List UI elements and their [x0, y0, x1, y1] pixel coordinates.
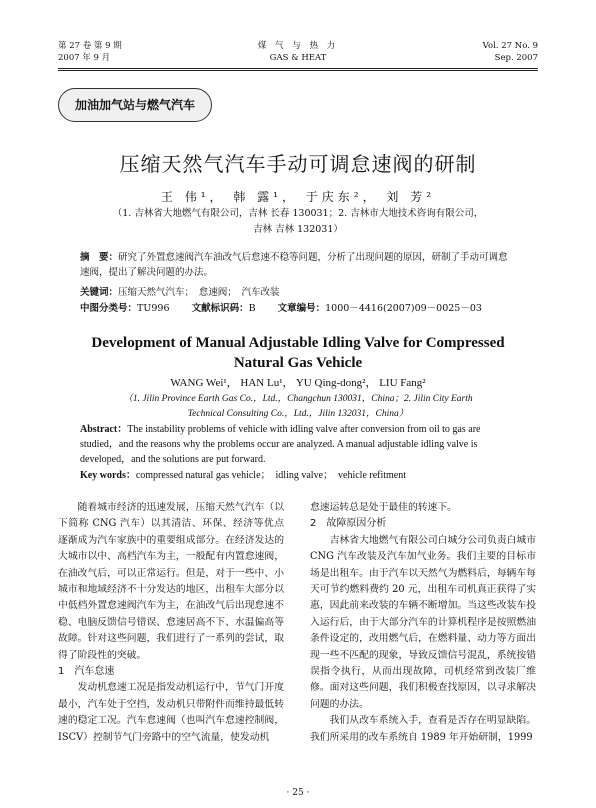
section-2-paragraph-1: 吉林省大地燃气有限公司白城分公司负责白城市 CNG 汽车改装及汽车加气业务。我们主要的目标市场是出租车。由于汽车以天然气为燃料后，每辆车每天可节约燃料费约 20 元，出租车司机真正获得了实惠，因此前来改装的车辆不断增加。当这些改装车投入运行后，由于大部分汽车的计算机程序是按照燃油条件设定的，改用燃气后，在燃料量、动力等方面出现一些不匹配的现象，导致反馈信号混乱，系统按错误指令执行，从而出现故障，司机经常到改装厂维修。面对这些问题，我们积极查找原因，以寻求解决问题的办法。: [310, 534, 536, 710]
section-heading-1: 1 汽车怠速: [58, 666, 115, 678]
class-value: TU996: [137, 303, 170, 314]
body-right-column: [310, 500, 536, 746]
abstract-cn: [80, 250, 516, 280]
affiliation-en-line1: （1. Jilin Province Earth Gas Co.，Ltd.，Changchun 130031，China；2. Jilin City Earth: [123, 394, 473, 404]
article-title-en: [0, 333, 596, 373]
abstract-en-text: The instability problems of vehicle with idling valve after conversion from oil to gas are studied，and the reasons why the problems occur are analyzed. A manual adjustable idling valve is developed，and the solutions are put forward.: [80, 424, 481, 465]
affiliation-cn-line1: （1. 吉林省大地燃气有限公司，吉林 长春 130031；2. 吉林市大地技术咨询有限公司，: [112, 208, 484, 219]
header-rule: [58, 68, 538, 69]
body-left-column: [58, 500, 284, 746]
journal-volume-header-en: [483, 40, 538, 64]
article-title-en-line2: Natural Gas Vehicle: [233, 355, 363, 371]
volume-issue-en: Vol. 27 No. 9: [482, 41, 538, 51]
keywords-cn: [80, 285, 516, 300]
article-no-label: 文章编号：: [277, 303, 326, 314]
keywords-cn-text: 压缩天然气汽车； 怠速阀； 汽车改装: [118, 287, 280, 298]
affiliation-cn-line2: 吉林 吉林 132031）: [253, 224, 343, 235]
authors-en: WANG Wei¹， HAN Lu¹， YU Qing-dong²， LIU Fang²: [170, 377, 426, 389]
abstract-en-label: Abstract：: [80, 424, 128, 435]
section-1-paragraph: 发动机怠速工况是指发动机运行中，节气门开度最小，汽车处于空挡，发动机只带附件而维持最低转速的稳定工况。汽车怠速阀（也叫汽车怠速控制阀，ISCV）控制节气门旁路中的空气流量，使发动机: [58, 682, 284, 743]
keywords-en-text: compressed natural gas vehicle； idling valve； vehicle refitment: [135, 470, 407, 481]
doc-code-label: 文献标识码：: [191, 303, 249, 314]
section-heading-2: 2 故障原因分析: [310, 518, 387, 530]
keywords-en-label: Key words：: [80, 470, 136, 481]
section-2-paragraph-2: 我们从改车系统入手，查看是否存在明显缺陷。我们所采用的改车系统自 1989 年开始研制，1999: [310, 715, 536, 743]
authors-cn: 王 伟¹， 韩 露¹， 于庆东²， 刘 芳²: [160, 190, 436, 204]
volume-issue: 第 27 卷 第 9 期: [58, 41, 122, 51]
journal-name-cn: 煤 气 与 热 力: [257, 41, 339, 51]
article-no-value: 1000－4416(2007)09－0025－03: [325, 303, 482, 314]
intro-paragraph: 随着城市经济的迅速发展，压缩天然气汽车（以下简称 CNG 汽车）以其清洁、环保、经济等优点逐渐成为汽车家族中的重要组成部分。在经济发达的大城市以中、高档汽车为主，一般配有内置怠速阀，在油改气后，可以正常运行。但是，对于一些中、小城市和地域经济不十分发达的地区，出租车大部分以中低档外置怠速阀汽车为主，在油改气后出现怠速不稳、电脑反馈信号错误、怠速居高不下、水温偏高等故障。针对这些问题，我们进行了一系列的尝试，取得了阶段性的突破。: [58, 502, 284, 661]
section-badge: [58, 88, 212, 122]
journal-name-en: GAS & HEAT: [269, 53, 327, 63]
abstract-cn-text: 研究了外置怠速阀汽车油改气后怠速不稳等问题，分析了出现问题的原因，研制了手动可调怠速阀，提出了解决问题的办法。: [80, 252, 508, 278]
affiliation-cn: [100, 206, 496, 238]
keywords-cn-label: 关键词：: [80, 287, 119, 298]
section-badge-label: 加油加气站与燃气汽车: [74, 98, 195, 112]
abstract-cn-label: 摘 要：: [80, 252, 119, 263]
affiliation-en: [0, 392, 596, 422]
abstract-en: [80, 422, 516, 467]
classification-line: [80, 301, 516, 316]
issue-date: 2007 年 9 月: [58, 53, 111, 63]
keywords-en: [80, 468, 516, 483]
article-title-cn: 压缩天然气汽车手动可调怠速阀的研制: [119, 152, 477, 176]
issue-date-en: Sep. 2007: [494, 53, 538, 63]
page-number: · 25 ·: [286, 788, 310, 798]
header-rule-thin: [58, 70, 538, 71]
doc-code-value: B: [248, 303, 256, 314]
article-title-en-line1: Development of Manual Adjustable Idling Valve for Compressed: [91, 335, 505, 351]
continued-paragraph: 怠速运转总是处于最佳的转速下。: [310, 502, 457, 513]
affiliation-en-line2: Technical Consulting Co.，Ltd.，Jilin 132031，China）: [187, 409, 409, 419]
class-label: 中图分类号：: [80, 303, 138, 314]
